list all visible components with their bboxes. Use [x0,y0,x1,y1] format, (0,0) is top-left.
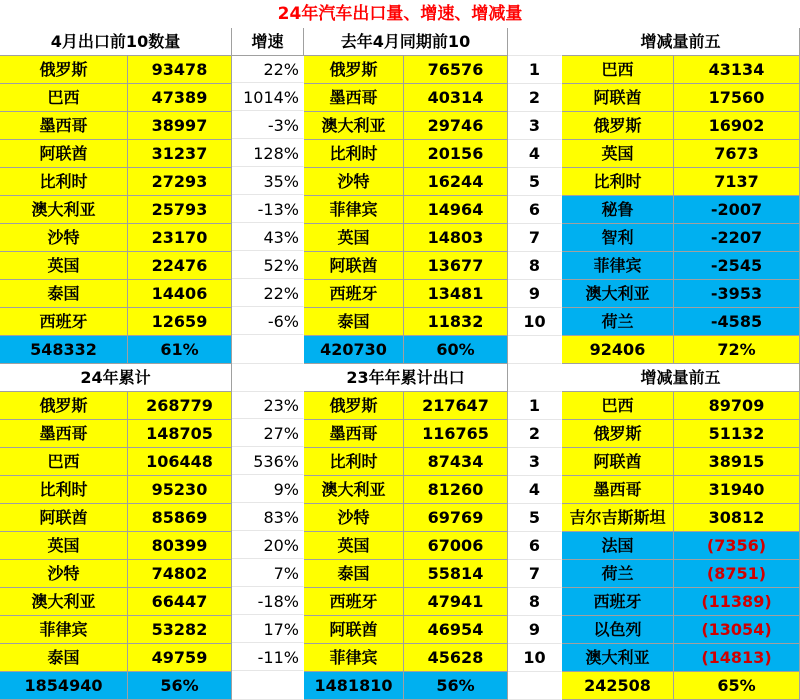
table-row-value: 25793 [128,196,232,224]
table-row-country: 巴西 [0,84,128,112]
change-value: -2007 [674,196,800,224]
table-row-value: 29746 [404,112,508,140]
table-row-value: 45628 [404,644,508,672]
header-mid: 去年4月同期前10 [304,28,508,56]
header-growth-empty [232,364,304,392]
table-row-value: 14406 [128,280,232,308]
table-row-value: 11832 [404,308,508,336]
total-value: 548332 [0,336,128,364]
change-country: 巴西 [562,392,674,420]
table-row-country: 阿联酋 [0,140,128,168]
total-spacer [232,672,304,700]
table-row-country: 泰国 [0,280,128,308]
table-row-country: 澳大利亚 [0,588,128,616]
growth-rate: -11% [232,644,304,671]
table-row-country: 泰国 [304,308,404,336]
rank-number: 6 [508,196,562,224]
table-row-country: 澳大利亚 [0,196,128,224]
change-value: 30812 [674,504,800,532]
table-row-country: 墨西哥 [0,112,128,140]
table-row-value: 38997 [128,112,232,140]
table-row-value: 31237 [128,140,232,168]
table-row-country: 西班牙 [0,308,128,336]
table-row-country: 英国 [0,252,128,280]
change-value: -2545 [674,252,800,280]
table-row-value: 93478 [128,56,232,84]
table-row-country: 澳大利亚 [304,476,404,504]
change-country: 英国 [562,140,674,168]
change-country: 澳大利亚 [562,644,674,672]
table-row-country: 俄罗斯 [304,56,404,84]
change-value: 43134 [674,56,800,84]
total-spacer [232,336,304,364]
growth-rate: 27% [232,420,304,447]
table-row-value: 81260 [404,476,508,504]
change-country: 阿联酋 [562,84,674,112]
change-value: -2207 [674,224,800,252]
header-left: 4月出口前10数量 [0,28,232,56]
table-row-value: 47389 [128,84,232,112]
table-row-value: 148705 [128,420,232,448]
change-country: 吉尔吉斯斯坦 [562,504,674,532]
table-row-country: 英国 [304,224,404,252]
table-row-country: 墨西哥 [304,84,404,112]
total-percent: 61% [128,336,232,364]
table-row-value: 47941 [404,588,508,616]
growth-rate: -3% [232,112,304,139]
table-row-value: 74802 [128,560,232,588]
change-value: (14813) [674,644,800,672]
table-row-value: 13481 [404,280,508,308]
page-title: 24年汽车出口量、增速、增减量 [0,0,800,28]
growth-rate: -6% [232,308,304,335]
header-growth: 增速 [232,28,304,56]
table-row-country: 巴西 [0,448,128,476]
total-value: 1854940 [0,672,128,700]
growth-rate: 9% [232,476,304,503]
table-row-value: 85869 [128,504,232,532]
rank-number: 5 [508,504,562,532]
growth-rate: 536% [232,448,304,475]
change-country: 比利时 [562,168,674,196]
total-value: 92406 [562,336,674,364]
table-row-value: 69769 [404,504,508,532]
change-value: 38915 [674,448,800,476]
total-percent: 60% [404,336,508,364]
table-row-country: 澳大利亚 [304,112,404,140]
header-mid: 23年年累计出口 [304,364,508,392]
total-spacer [508,336,562,364]
table-row-value: 13677 [404,252,508,280]
table-row-country: 比利时 [304,140,404,168]
growth-rate: -18% [232,588,304,615]
growth-rate: 20% [232,532,304,559]
rank-number: 10 [508,644,562,672]
table-row-country: 墨西哥 [304,420,404,448]
header-right: 增减量前五 [562,364,800,392]
rank-number: 7 [508,224,562,252]
table-row-country: 俄罗斯 [0,56,128,84]
total-percent: 56% [404,672,508,700]
table-row-country: 西班牙 [304,280,404,308]
change-value: 7673 [674,140,800,168]
growth-rate: 35% [232,168,304,195]
table-row-value: 66447 [128,588,232,616]
change-country: 法国 [562,532,674,560]
rank-number: 2 [508,420,562,448]
table-row-country: 菲律宾 [0,616,128,644]
total-value: 242508 [562,672,674,700]
rank-number: 7 [508,560,562,588]
change-country: 荷兰 [562,308,674,336]
table-row-value: 217647 [404,392,508,420]
change-value: 16902 [674,112,800,140]
growth-rate: -13% [232,196,304,223]
growth-rate: 83% [232,504,304,531]
header-left: 24年累计 [0,364,232,392]
change-value: (13054) [674,616,800,644]
change-country: 以色列 [562,616,674,644]
change-value: 31940 [674,476,800,504]
change-value: (7356) [674,532,800,560]
header-rank-empty [508,28,562,56]
table-row-value: 46954 [404,616,508,644]
rank-number: 1 [508,392,562,420]
change-country: 菲律宾 [562,252,674,280]
table-row-value: 22476 [128,252,232,280]
table-row-country: 西班牙 [304,588,404,616]
table-row-value: 12659 [128,308,232,336]
table-row-value: 106448 [128,448,232,476]
change-country: 澳大利亚 [562,280,674,308]
rank-number: 4 [508,140,562,168]
growth-rate: 17% [232,616,304,643]
table-row-country: 阿联酋 [304,252,404,280]
table-row-country: 比利时 [0,168,128,196]
table-row-country: 泰国 [0,644,128,672]
rank-number: 2 [508,84,562,112]
growth-rate: 128% [232,140,304,167]
table-row-value: 116765 [404,420,508,448]
table-row-value: 20156 [404,140,508,168]
table-row-value: 14803 [404,224,508,252]
growth-rate: 23% [232,392,304,419]
change-country: 阿联酋 [562,448,674,476]
table-row-country: 菲律宾 [304,196,404,224]
change-country: 巴西 [562,56,674,84]
table-row-country: 泰国 [304,560,404,588]
table-row-value: 67006 [404,532,508,560]
rank-number: 3 [508,112,562,140]
table-row-country: 比利时 [0,476,128,504]
table-row-country: 英国 [0,532,128,560]
table-row-value: 55814 [404,560,508,588]
table-row-value: 53282 [128,616,232,644]
table-row-value: 76576 [404,56,508,84]
table-row-country: 阿联酋 [304,616,404,644]
table-row-country: 阿联酋 [0,504,128,532]
growth-rate: 22% [232,280,304,307]
total-value: 1481810 [304,672,404,700]
change-value: 17560 [674,84,800,112]
table-row-value: 49759 [128,644,232,672]
change-country: 俄罗斯 [562,112,674,140]
table-row-country: 沙特 [304,504,404,532]
table-row-value: 87434 [404,448,508,476]
change-value: -3953 [674,280,800,308]
total-value: 420730 [304,336,404,364]
change-country: 墨西哥 [562,476,674,504]
table-row-country: 英国 [304,532,404,560]
growth-rate: 1014% [232,84,304,111]
rank-number: 10 [508,308,562,336]
change-country: 荷兰 [562,560,674,588]
table-row-country: 沙特 [0,224,128,252]
table-row-value: 23170 [128,224,232,252]
table-row-country: 沙特 [0,560,128,588]
table-row-value: 14964 [404,196,508,224]
change-value: 89709 [674,392,800,420]
header-right: 增减量前五 [562,28,800,56]
rank-number: 9 [508,616,562,644]
change-country: 俄罗斯 [562,420,674,448]
change-value: (11389) [674,588,800,616]
header-rank-empty [508,364,562,392]
growth-rate: 22% [232,56,304,83]
rank-number: 8 [508,252,562,280]
growth-rate: 7% [232,560,304,587]
change-country: 秘鲁 [562,196,674,224]
rank-number: 6 [508,532,562,560]
rank-number: 8 [508,588,562,616]
growth-rate: 52% [232,252,304,279]
change-value: (8751) [674,560,800,588]
table-row-country: 俄罗斯 [304,392,404,420]
table-row-country: 比利时 [304,448,404,476]
table-row-value: 16244 [404,168,508,196]
table-row-value: 95230 [128,476,232,504]
change-value: -4585 [674,308,800,336]
table-row-country: 沙特 [304,168,404,196]
table-row-value: 80399 [128,532,232,560]
rank-number: 1 [508,56,562,84]
change-value: 51132 [674,420,800,448]
rank-number: 5 [508,168,562,196]
rank-number: 9 [508,280,562,308]
change-country: 智利 [562,224,674,252]
table-row-country: 菲律宾 [304,644,404,672]
total-percent: 72% [674,336,800,364]
total-spacer [508,672,562,700]
change-value: 7137 [674,168,800,196]
growth-rate: 43% [232,224,304,251]
total-percent: 65% [674,672,800,700]
table-row-country: 墨西哥 [0,420,128,448]
total-percent: 56% [128,672,232,700]
table-row-country: 俄罗斯 [0,392,128,420]
rank-number: 4 [508,476,562,504]
rank-number: 3 [508,448,562,476]
change-country: 西班牙 [562,588,674,616]
table-row-value: 27293 [128,168,232,196]
table-row-value: 40314 [404,84,508,112]
table-row-value: 268779 [128,392,232,420]
